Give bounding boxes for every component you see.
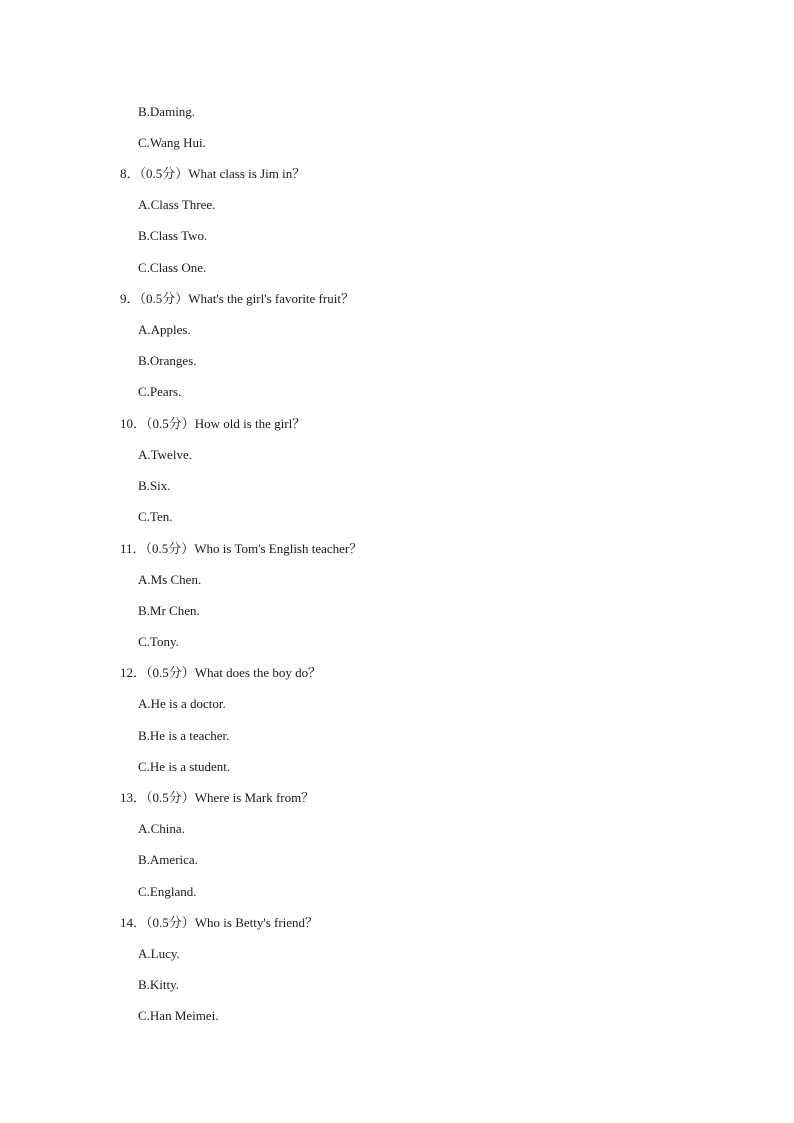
option-13a: A.China. xyxy=(138,821,185,836)
question-10: 10．（0.5分）How old is the girl？ xyxy=(120,416,306,431)
option-11b: B.Mr Chen. xyxy=(138,603,200,618)
option-14c: C.Han Meimei. xyxy=(138,1008,219,1023)
option-14b: B.Kitty. xyxy=(138,977,180,992)
question-8: 8．（0.5分）What class is Jim in？ xyxy=(120,166,306,181)
option-10a: A.Twelve. xyxy=(138,447,192,462)
question-9: 9．（0.5分）What's the girl's favorite fruit？ xyxy=(120,291,354,306)
question-11: 11．（0.5分）Who is Tom's English teacher？ xyxy=(120,541,363,556)
question-14: 14．（0.5分）Who is Betty's friend？ xyxy=(120,915,319,930)
option-9b: B.Oranges. xyxy=(138,353,197,368)
option-11c: C.Tony. xyxy=(138,634,179,649)
option-8c: C.Class One. xyxy=(138,260,207,275)
option-8a: A.Class Three. xyxy=(138,197,216,212)
option-7b: B.Daming. xyxy=(138,104,196,119)
option-11a: A.Ms Chen. xyxy=(138,572,202,587)
option-13c: C.England. xyxy=(138,884,197,899)
option-13b: B.America. xyxy=(138,852,198,867)
option-9a: A.Apples. xyxy=(138,322,191,337)
question-13: 13．（0.5分）Where is Mark from？ xyxy=(120,790,315,805)
option-9c: C.Pears. xyxy=(138,384,182,399)
option-14a: A.Lucy. xyxy=(138,946,180,961)
question-12: 12．（0.5分）What does the boy do？ xyxy=(120,665,322,680)
option-7c: C.Wang Hui. xyxy=(138,135,206,150)
option-10c: C.Ten. xyxy=(138,509,173,524)
option-12c: C.He is a student. xyxy=(138,759,231,774)
option-10b: B.Six. xyxy=(138,478,171,493)
option-12b: B.He is a teacher. xyxy=(138,728,230,743)
option-8b: B.Class Two. xyxy=(138,228,208,243)
option-12a: A.He is a doctor. xyxy=(138,696,226,711)
